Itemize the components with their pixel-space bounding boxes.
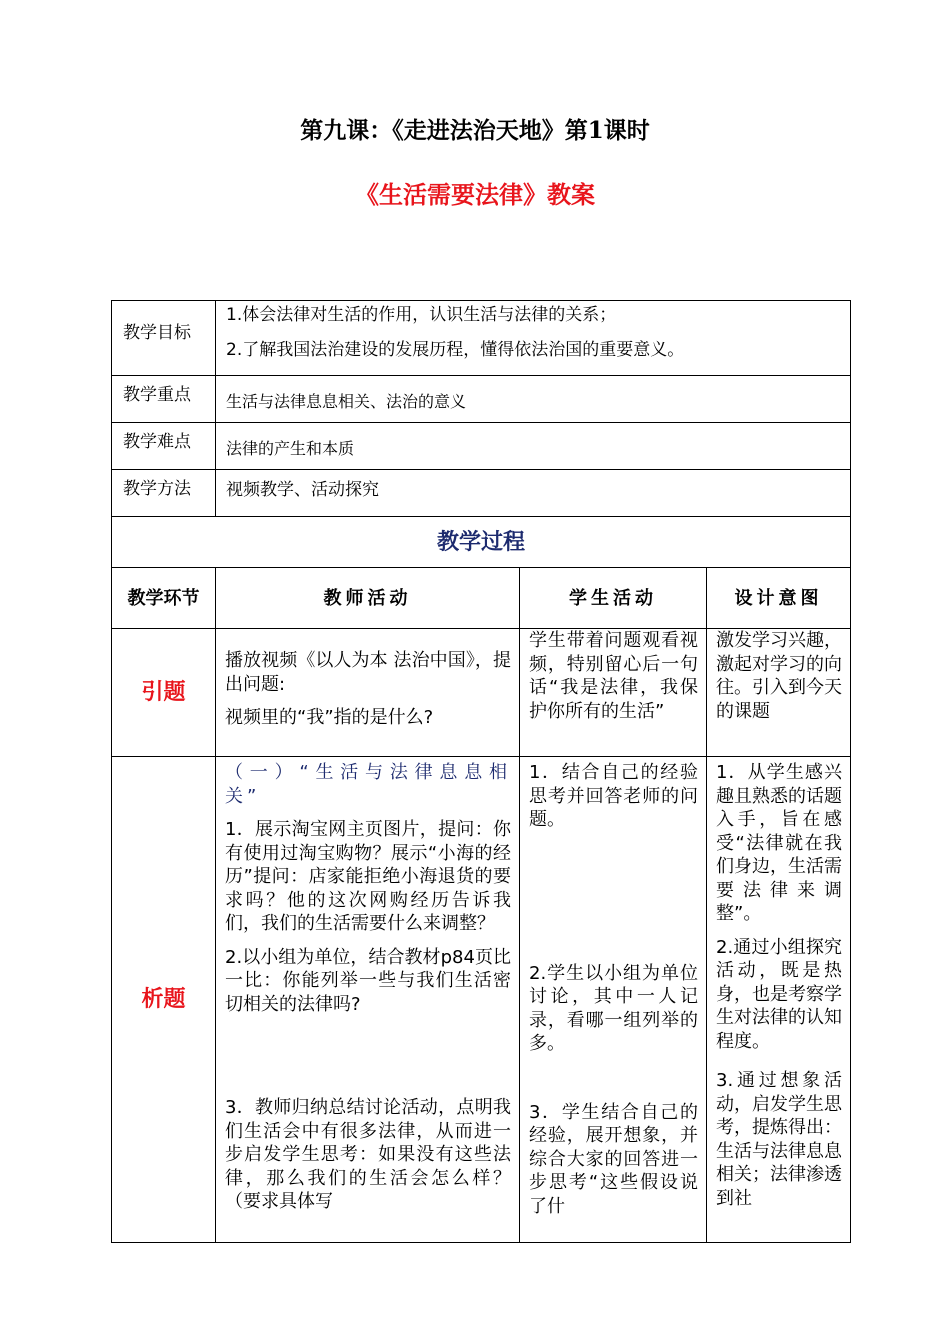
- stage-label: 析题: [112, 757, 216, 1243]
- intent-text: 1．从学生感兴趣且熟悉的话题入手，旨在感受“法律就在我们身边，生活需要法律来调整”。: [716, 762, 843, 924]
- header-teacher: 教师活动: [216, 568, 520, 629]
- student-activity: [520, 757, 707, 1243]
- teacher-text: 播放视频《以人为本 法治中国》，提出问题:: [225, 650, 511, 695]
- student-text: 1．结合自己的经验思考并回答老师的问题。: [529, 762, 698, 830]
- teacher-activity: [216, 757, 520, 1243]
- goal-line: 2.了解我国法治建设的发展历程，懂得依法治国的重要意义。: [226, 340, 685, 360]
- teacher-text: 1．展示淘宝网主页图片，提问：你有使用过淘宝购物？展示“小海的经历”提问：店家能拒绝小海退货的要求吗？他的这次网购经历告诉我们，我们的生活需要什么来调整？: [225, 819, 511, 934]
- lesson-title: 第九课：《走进法治天地》第1课时: [300, 117, 650, 144]
- stage-label: 引题: [112, 629, 216, 757]
- header-stage: 教学环节: [112, 568, 216, 629]
- header-intent: 设计意图: [707, 568, 851, 629]
- info-value: 法律的产生和本质: [216, 423, 851, 470]
- info-row-method: [112, 470, 851, 517]
- info-label: 教学难点: [112, 423, 216, 470]
- intent-text: 3.通过想象活动，启发学生思考，提炼得出：生活与法律息息相关；法律渗透到社: [716, 1070, 843, 1209]
- row-analysis: [112, 757, 851, 1243]
- teacher-heading: （一）“生活与法律息息相关”: [225, 762, 511, 807]
- teacher-text: 2.以小组为单位，结合教材p84页比一比：你能列举一些与我们生活密切相关的法律吗?: [225, 946, 511, 1015]
- design-intent: [707, 757, 851, 1243]
- header-student: 学生活动: [520, 568, 707, 629]
- student-activity: 学生带着问题观看视频，特别留心后一句话“我是法律，我保护你所有的生活”: [520, 629, 707, 757]
- goal-line: 1.体会法律对生活的作用，认识生活与法律的关系；: [226, 305, 617, 325]
- row-intro: [112, 629, 851, 757]
- design-intent: 激发学习兴趣，激起对学习的向往。引入到今天的课题: [707, 629, 851, 757]
- teacher-text: 视频里的“我”指的是什么?: [225, 707, 434, 728]
- teacher-text: 3．教师归纳总结讨论活动，点明我们生活会中有很多法律，从而进一步启发学生思考：如果没有这些法律，那么我们的生活会怎么样？（要求具体写: [225, 1097, 511, 1212]
- teacher-activity: [216, 629, 520, 757]
- intent-text: 2.通过小组探究活动，既是热身，也是考察学生对法律的认知程度。: [716, 936, 843, 1052]
- lesson-plan-table: [111, 300, 851, 1243]
- info-row-focus: [112, 376, 851, 423]
- info-value: 视频教学、活动探究: [216, 470, 851, 517]
- info-row-difficulty: [112, 423, 851, 470]
- lesson-subtitle: 《生活需要法律》教案: [355, 181, 595, 209]
- info-label: 教学重点: [112, 376, 216, 423]
- info-row-goals: [112, 301, 851, 376]
- info-value: [216, 301, 851, 376]
- info-label: 教学目标: [112, 301, 216, 376]
- process-title-row: [112, 517, 851, 568]
- student-text: 3．学生结合自己的经验，展开想象，并综合大家的回答进一步思考“这些假设说了什: [529, 1101, 698, 1217]
- process-title: 教学过程: [112, 517, 851, 568]
- info-label: 教学方法: [112, 470, 216, 517]
- student-text: 2.学生以小组为单位讨论，其中一人记录，看哪一组列举的多。: [529, 962, 698, 1054]
- info-value: 生活与法律息息相关、法治的意义: [216, 376, 851, 423]
- header-row: [112, 568, 851, 629]
